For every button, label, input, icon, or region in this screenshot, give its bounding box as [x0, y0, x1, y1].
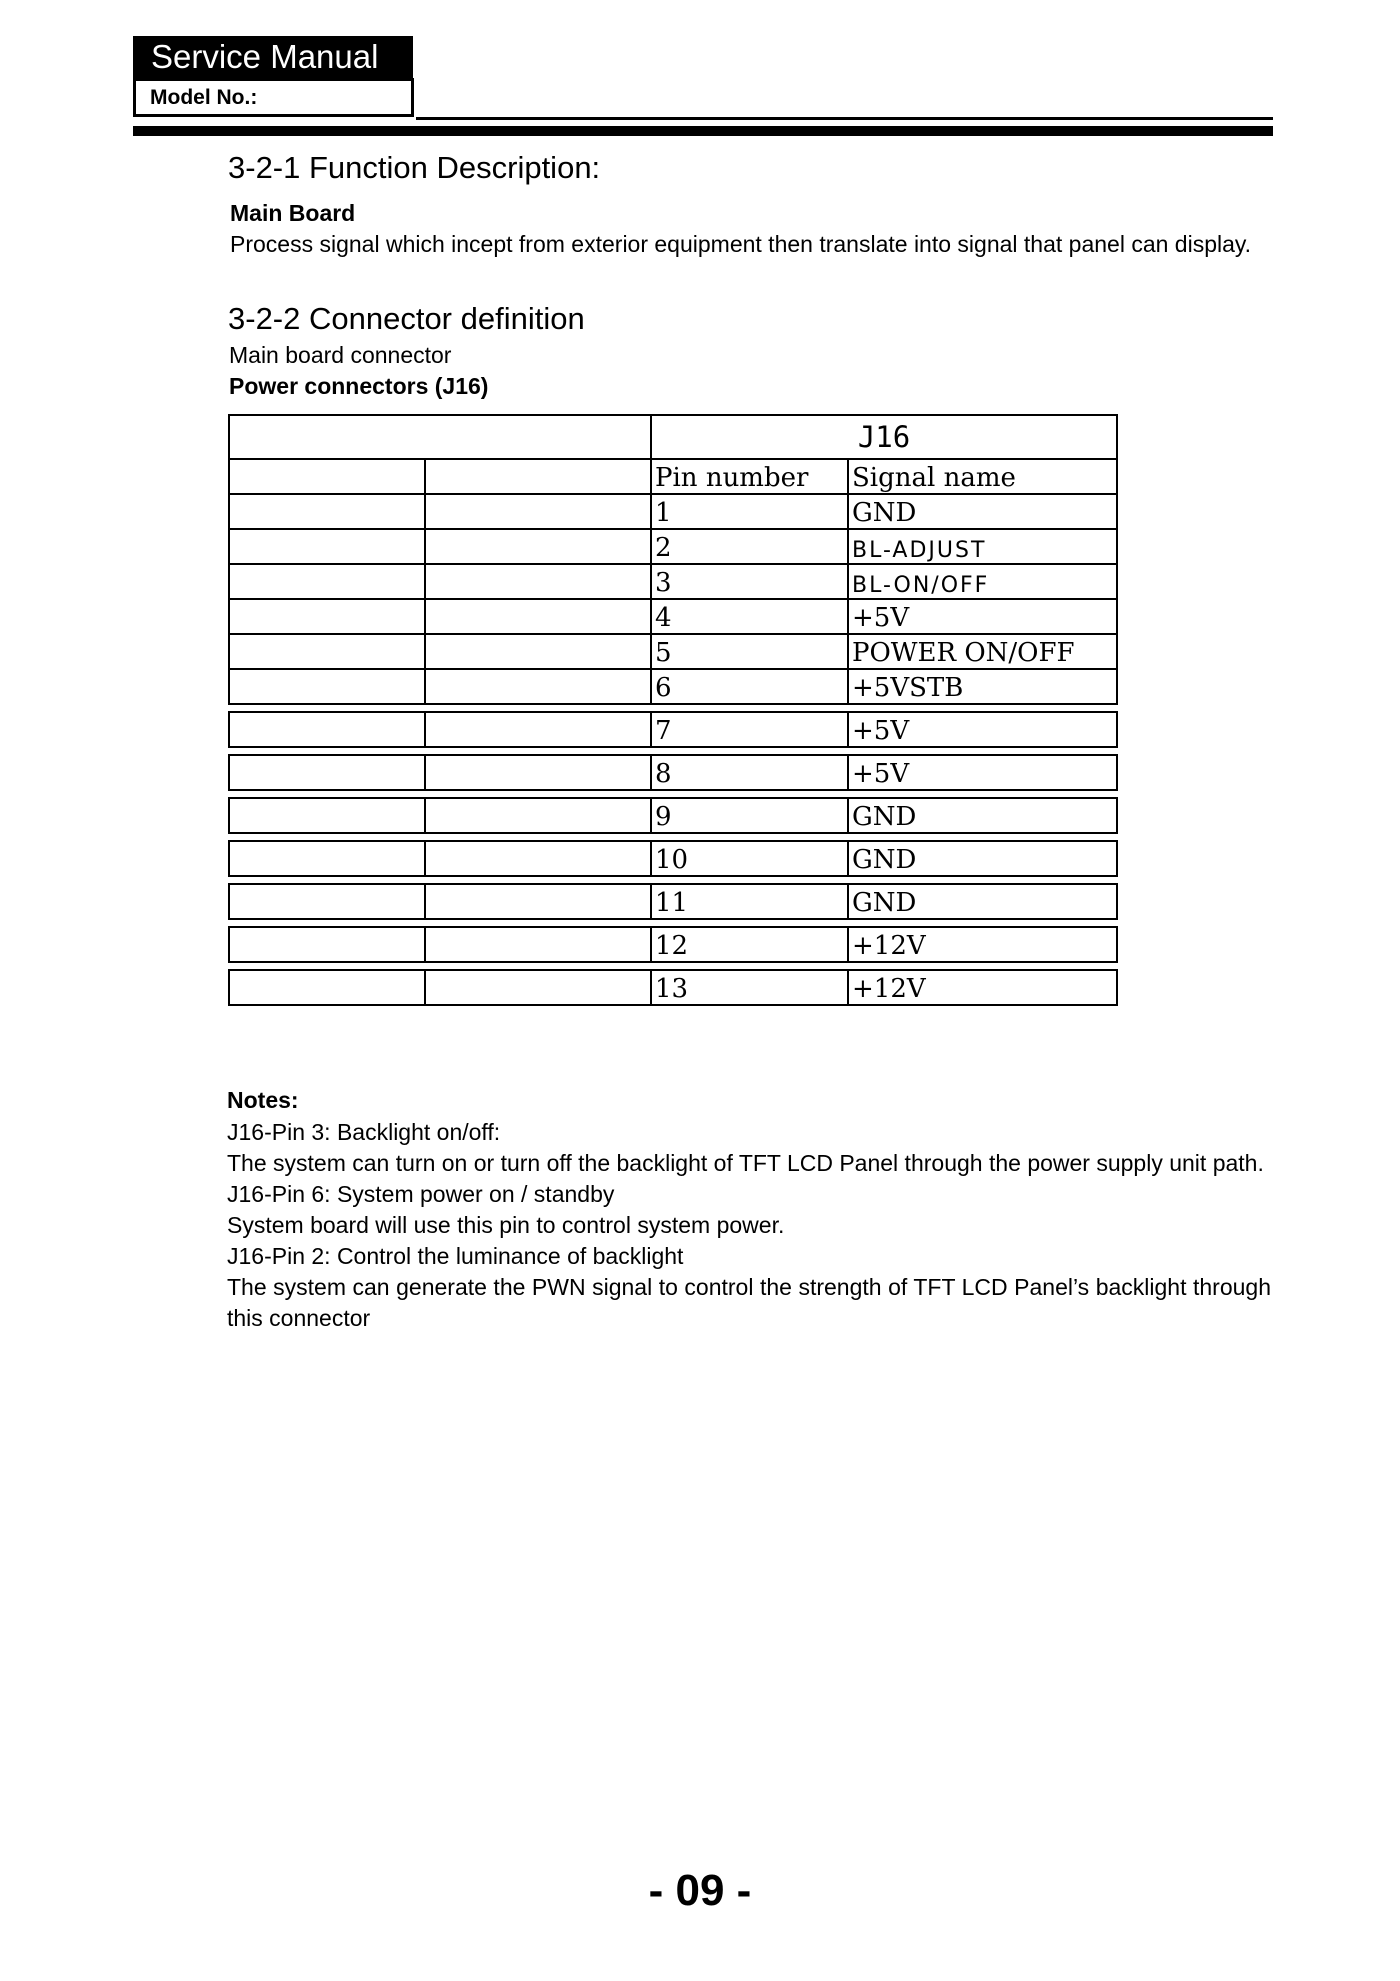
table-row: [229, 529, 1117, 564]
pin-cell: 9: [651, 798, 848, 833]
notes-heading: Notes:: [227, 1087, 299, 1113]
header-rule-thick: [133, 126, 1273, 136]
table-row: [229, 755, 1117, 790]
signal-cell: +5V: [848, 755, 1117, 790]
table-row: [229, 841, 1117, 876]
pin-cell: 1: [651, 494, 848, 529]
table-blank-cell: [425, 459, 651, 494]
column-header-signal: Signal name: [848, 459, 1117, 494]
pin-cell: 2: [651, 529, 848, 564]
note-pin2-title: J16-Pin 2: Control the luminance of backlight: [227, 1243, 684, 1269]
signal-cell: BL-ADJUST: [848, 529, 1117, 564]
pin-cell: 11: [651, 884, 848, 919]
table-row: [229, 970, 1117, 1005]
table-row: [229, 564, 1117, 599]
note-pin3-text: The system can turn on or turn off the backlight of TFT LCD Panel through the power supply unit path.: [227, 1150, 1264, 1176]
signal-cell: GND: [848, 798, 1117, 833]
table-row: [229, 494, 1117, 529]
signal-cell: GND: [848, 884, 1117, 919]
pin-cell: 12: [651, 927, 848, 962]
table-title: J16: [651, 415, 1117, 459]
note-pin6-title: J16-Pin 6: System power on / standby: [227, 1181, 615, 1207]
note-pin6-text: System board will use this pin to control system power.: [227, 1212, 785, 1238]
signal-cell: +5V: [848, 712, 1117, 747]
table-row: [229, 798, 1117, 833]
function-description-text: Process signal which incept from exterior equipment then translate into signal that panel can display.: [230, 231, 1252, 257]
pin-cell: 7: [651, 712, 848, 747]
connector-table: [228, 414, 1116, 1006]
header-rule-thin: [416, 117, 1273, 120]
signal-cell: +12V: [848, 927, 1117, 962]
section-heading-connector: 3-2-2 Connector definition: [228, 301, 585, 336]
pin-cell: 4: [651, 599, 848, 634]
power-connectors-label: Power connectors (J16): [229, 373, 489, 399]
pin-cell: 8: [651, 755, 848, 790]
signal-cell: POWER ON/OFF: [848, 634, 1117, 669]
signal-cell: GND: [848, 494, 1117, 529]
note-pin2-text: The system can generate the PWN signal to control the strength of TFT LCD Panel’s backlight through this connector: [227, 1274, 1271, 1331]
section-heading-function: 3-2-1 Function Description:: [228, 150, 601, 185]
pin-cell: 3: [651, 564, 848, 599]
pin-cell: 10: [651, 841, 848, 876]
table-row: [229, 669, 1117, 704]
pin-cell: 5: [651, 634, 848, 669]
manual-title: Service Manual: [133, 36, 413, 78]
column-header-pin: Pin number: [651, 459, 848, 494]
main-board-subheading: Main Board: [230, 200, 356, 226]
notes-body: [227, 1117, 1271, 1334]
pin-cell: 13: [651, 970, 848, 1005]
table-row: [229, 712, 1117, 747]
main-board-connector-label: Main board connector: [229, 342, 452, 368]
table-row: [229, 634, 1117, 669]
table-blank-cell: [229, 459, 425, 494]
signal-cell: BL-ON/OFF: [848, 564, 1117, 599]
signal-cell: +5V: [848, 599, 1117, 634]
page-number: - 09 -: [648, 1866, 752, 1915]
signal-cell: +12V: [848, 970, 1117, 1005]
pin-cell: 6: [651, 669, 848, 704]
table-row: [229, 884, 1117, 919]
model-number-label: Model No.:: [133, 78, 414, 117]
note-pin3-title: J16-Pin 3: Backlight on/off:: [227, 1119, 501, 1145]
table-row: [229, 927, 1117, 962]
table-blank-cell: [229, 415, 651, 459]
signal-cell: GND: [848, 841, 1117, 876]
signal-cell: +5VSTB: [848, 669, 1117, 704]
table-row: [229, 599, 1117, 634]
